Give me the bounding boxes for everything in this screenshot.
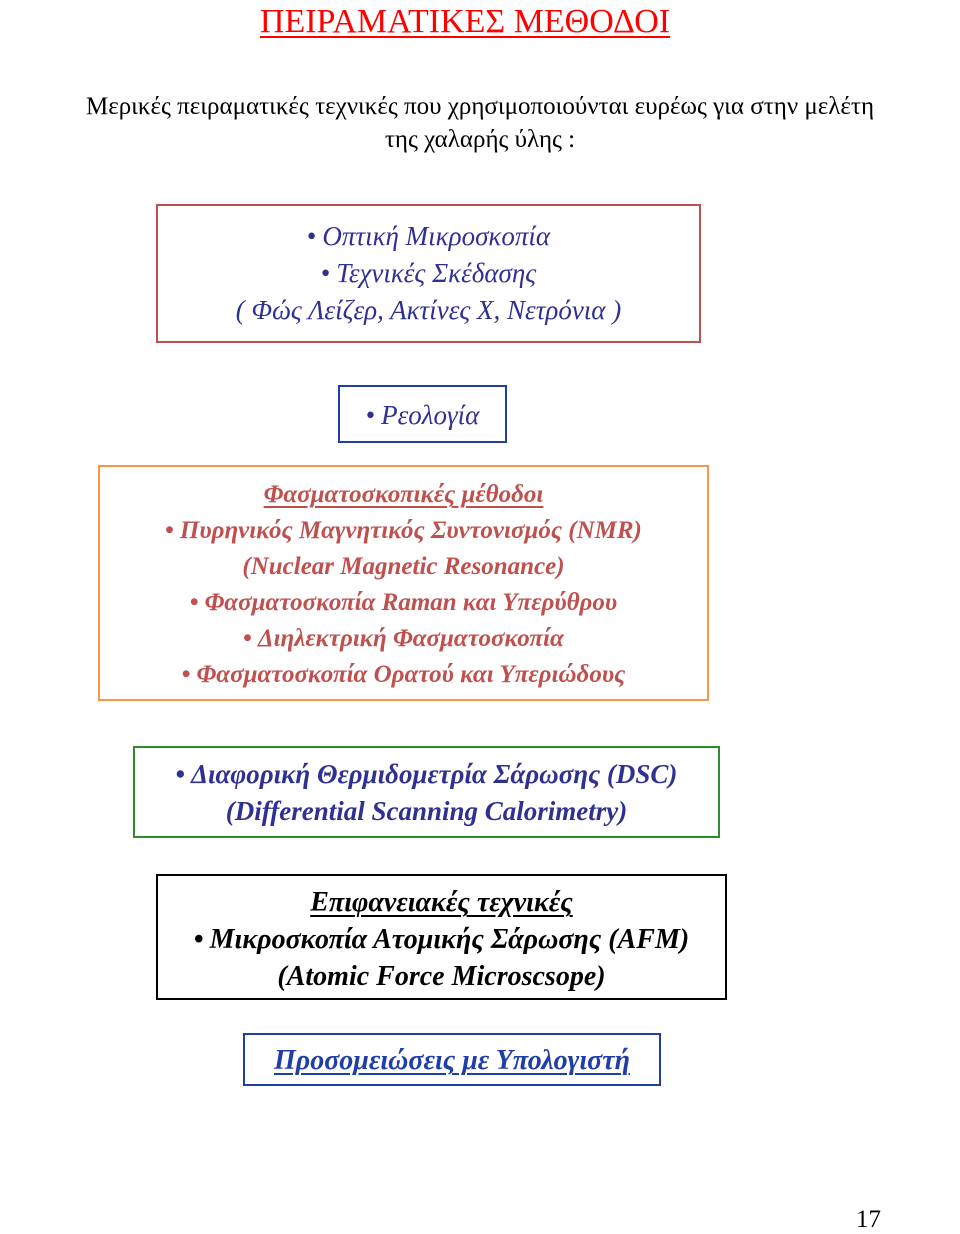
dsc-box: [133, 746, 720, 838]
bullet-icon: •: [243, 625, 252, 652]
bullet-icon: •: [189, 589, 199, 616]
bullet-icon: •: [175, 759, 186, 789]
bullet-icon: •: [306, 221, 317, 251]
spectroscopy-line-2: (Nuclear Magnetic Resonance): [242, 553, 565, 580]
intro-line-2: της χαλαρής ύλης :: [384, 126, 576, 153]
spectroscopy-line-4: • Διηλεκτρική Φασματοσκοπία: [243, 625, 564, 652]
optics-line-1: • Οπτική Μικροσκοπία: [306, 221, 551, 251]
spectroscopy-line-1: • Πυρηνικός Μαγνητικός Συντονισμός (NMR): [165, 517, 642, 544]
simulation-line: Προσομειώσεις με Υπολογιστή: [273, 1045, 630, 1076]
page-title: ΠΕΙΡΑΜΑΤΙΚΕΣ ΜΕΘΟΔΟΙ: [259, 3, 671, 40]
rheology-line: • Ρεολογία: [365, 400, 480, 430]
bullet-icon: •: [320, 258, 331, 288]
intro-text: [0, 90, 960, 156]
spectroscopy-heading: Φασματοσκοπικές μέθοδοι: [263, 481, 544, 508]
bullet-icon: •: [365, 400, 376, 430]
optics-line-2: • Τεχνικές Σκέδασης: [320, 258, 537, 288]
surface-line-1: • Μικροσκοπία Ατομικής Σάρωσης (AFM): [193, 924, 690, 955]
dsc-line-1: • Διαφορική Θερμιδομετρία Σάρωσης (DSC): [175, 759, 678, 789]
rheology-box: [338, 385, 507, 443]
bullet-icon: •: [193, 924, 204, 955]
intro-line-1: Μερικές πειραματικές τεχνικές που χρησιμοποιούνται ευρέως για στην μελέτη: [85, 93, 875, 120]
surface-line-2: (Atomic Force Microscsope): [277, 961, 606, 992]
spectroscopy-line-5: • Φασματοσκοπία Ορατού και Υπεριώδους: [181, 661, 626, 688]
surface-techniques-box: [156, 874, 727, 1000]
bullet-icon: •: [181, 661, 191, 688]
surface-heading: Επιφανειακές τεχνικές: [310, 887, 573, 918]
simulation-box: [243, 1033, 661, 1086]
spectroscopy-line-3: • Φασματοσκοπία Raman και Υπερύθρου: [189, 589, 618, 616]
optics-line-3: ( Φώς Λείζερ, Ακτίνες Χ, Νετρόνια ): [235, 295, 622, 325]
bullet-icon: •: [165, 517, 174, 544]
optics-scattering-box: [156, 204, 701, 343]
page-number: 17: [856, 1206, 881, 1233]
spectroscopy-box: [98, 465, 709, 701]
dsc-line-2: (Differential Scanning Calorimetry): [225, 796, 628, 826]
